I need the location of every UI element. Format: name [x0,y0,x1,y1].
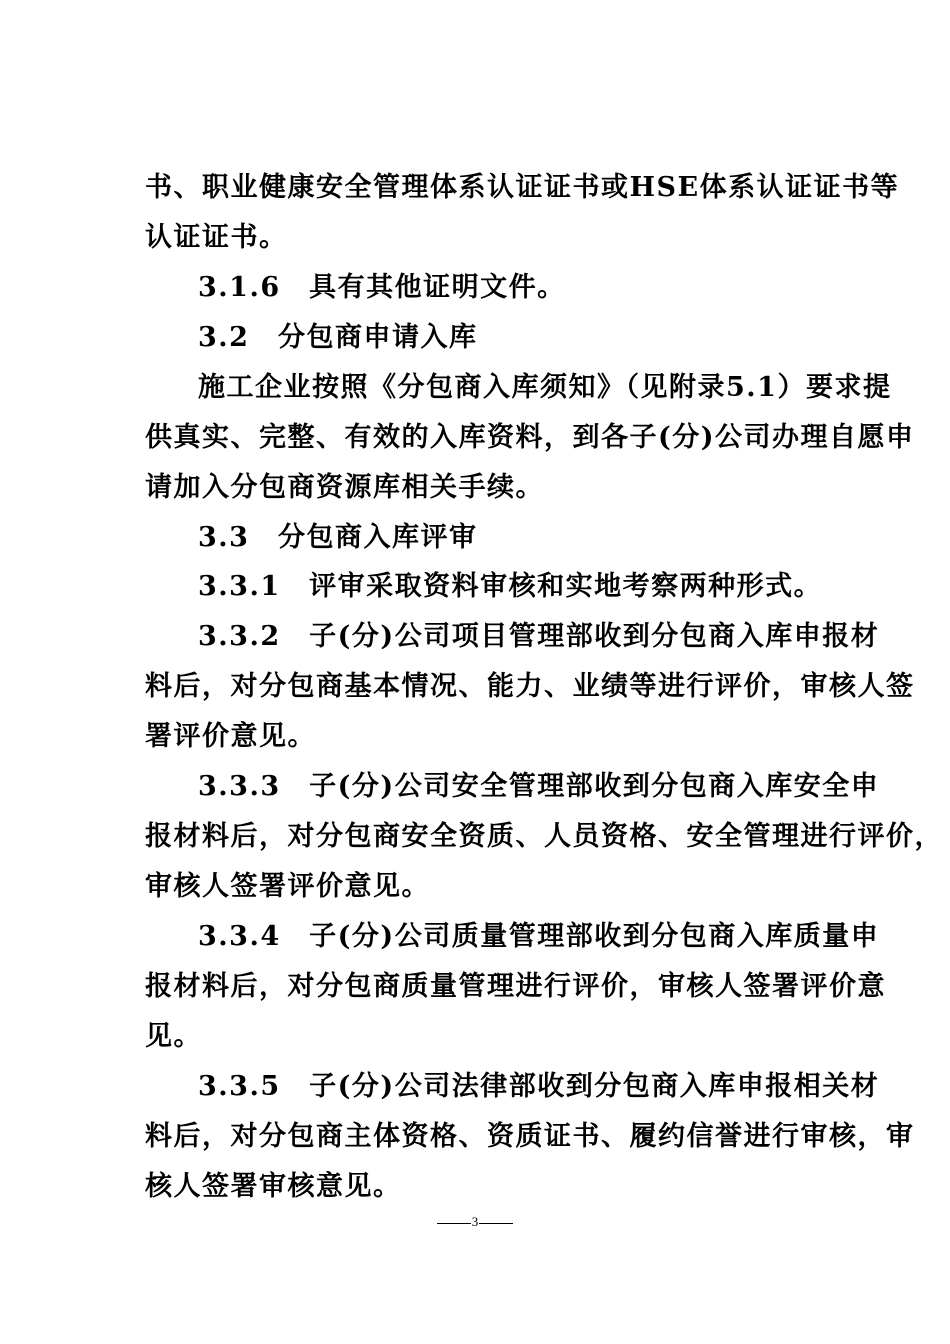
section-item-3-3-2: 3.3.2 子(分)公司项目管理部收到分包商入库申报材 [198,621,880,652]
body-text-line: 报材料后，对分包商质量管理进行评价，审核人签署评价意 [145,971,886,1002]
body-text-line: 署评价意见。 [145,721,316,752]
body-text-line: 施工企业按照《分包商入库须知》（见附录5.1）要求提 [198,372,892,403]
section-heading-3-3: 3.3 分包商入库评审 [198,522,478,553]
body-text-line: 核人签署审核意见。 [145,1171,402,1202]
body-text-line: 书、职业健康安全管理体系认证证书或HSE体系认证证书等 [145,172,900,203]
body-text-line: 料后，对分包商基本情况、能力、业绩等进行评价，审核人签 [145,671,915,702]
section-heading-3-2: 3.2 分包商申请入库 [198,322,478,353]
section-item-3-1-6: 3.1.6 具有其他证明文件。 [198,272,566,303]
section-item-3-3-5: 3.3.5 子(分)公司法律部收到分包商入库申报相关材 [198,1071,880,1102]
section-item-3-3-1: 3.3.1 评审采取资料审核和实地考察两种形式。 [198,571,823,602]
footer-rule-left [437,1223,471,1224]
body-text-line: 供真实、完整、有效的入库资料，到各子(分)公司办理自愿申 [145,422,915,453]
section-item-3-3-4: 3.3.4 子(分)公司质量管理部收到分包商入库质量申 [198,921,880,952]
body-text-line: 料后，对分包商主体资格、资质证书、履约信誉进行审核，审 [145,1121,915,1152]
body-text-line: 见。 [145,1021,202,1052]
section-item-3-3-3: 3.3.3 子(分)公司安全管理部收到分包商入库安全申 [198,771,880,802]
body-text-line: 认证证书。 [145,222,288,253]
body-text-line: 审核人签署评价意见。 [145,871,430,902]
page-number: 3 [471,1214,479,1229]
footer-rule-right [479,1223,513,1224]
body-text-line: 请加入分包商资源库相关手续。 [145,472,544,503]
body-text-line: 报材料后，对分包商安全资质、人员资格、安全管理进行评价， [145,821,943,852]
page-footer [0,1214,950,1230]
